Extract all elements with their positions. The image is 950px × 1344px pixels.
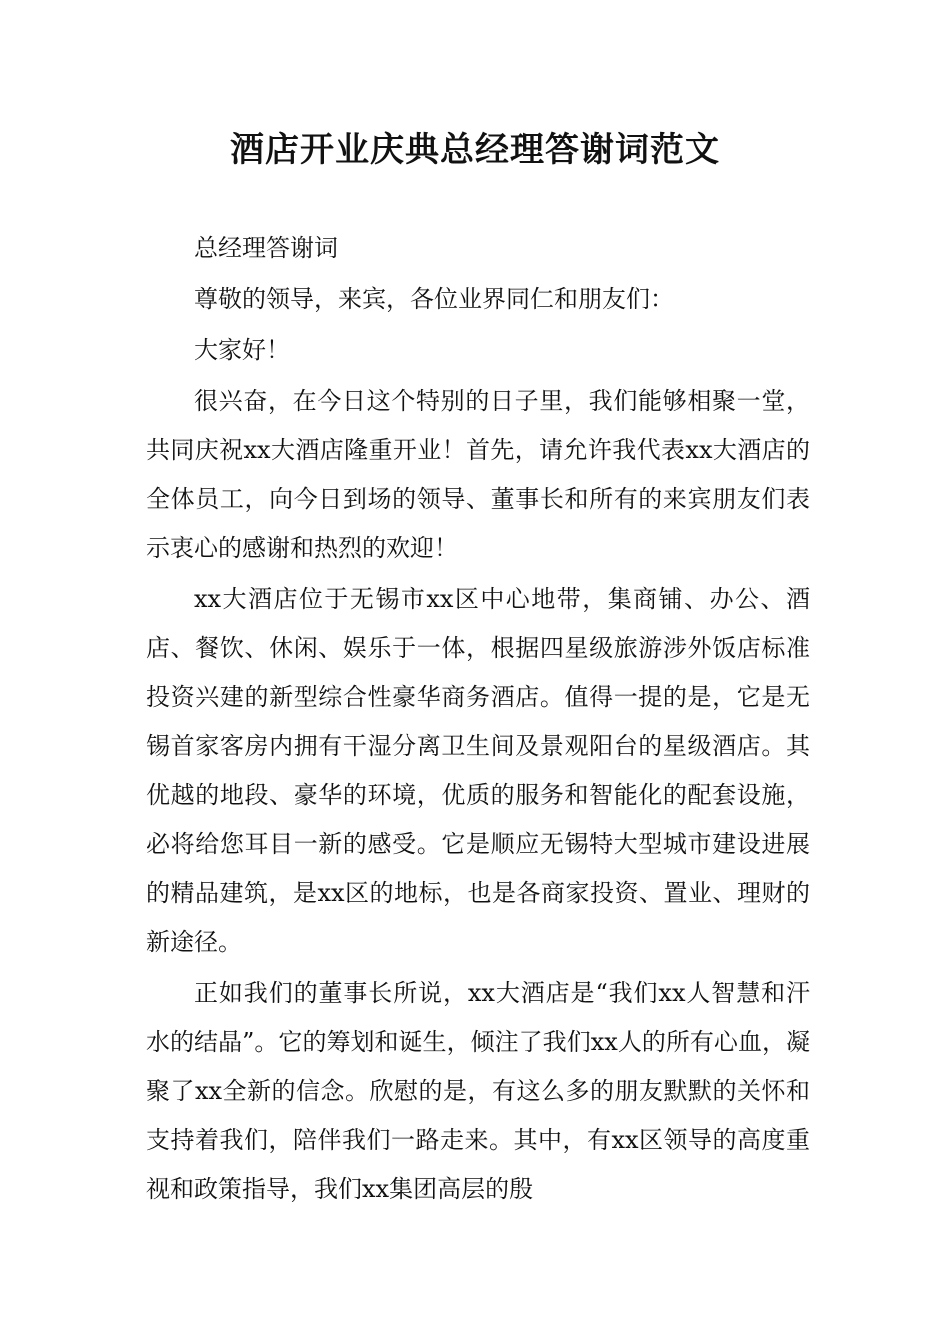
paragraph-hotel-intro: xx大酒店位于无锡市xx区中心地带，集商铺、办公、酒店、餐饮、休闲、娱乐于一体，根据四星级旅游涉外饭店标准投资兴建的新型综合性豪华商务酒店。值得一提的是，它是无锡首家客房内拥有干湿分离卫生间及景观阳台的星级酒店。其优越的地段、豪华的环境，优质的服务和智能化的配套设施，必将给您耳目一新的感受。它是顺应无锡特大型城市建设进展的精品建筑，是xx区的地标，也是各商家投资、置业、理财的新途径。 bbox=[146, 585, 810, 956]
paragraph-welcome: 很兴奋，在今日这个特别的日子里，我们能够相聚一堂，共同庆祝xx大酒店隆重开业！首先，请允许我代表xx大酒店的全体员工，向今日到场的领导、董事长和所有的来宾朋友们表示衷心的感谢和热烈的欢迎！ bbox=[146, 387, 810, 562]
paragraph-greeting: 大家好！ bbox=[194, 336, 290, 364]
document-body bbox=[146, 224, 810, 1216]
paragraph-chairman-quote: 正如我们的董事长所说，xx大酒店是“我们xx人智慧和汗水的结晶”。它的筹划和诞生，倾注了我们xx人的所有心血，凝聚了xx全新的信念。欣慰的是，有这么多的朋友默默的关怀和支持着我们，陪伴我们一路走来。其中，有xx区领导的高度重视和政策指导，我们xx集团高层的殷 bbox=[146, 979, 810, 1203]
paragraph-salutation-heading: 总经理答谢词 bbox=[194, 234, 338, 262]
paragraph-salutation: 尊敬的领导，来宾，各位业界同仁和朋友们： bbox=[194, 285, 674, 313]
document-title: 酒店开业庆典总经理答谢词范文 bbox=[230, 130, 720, 170]
